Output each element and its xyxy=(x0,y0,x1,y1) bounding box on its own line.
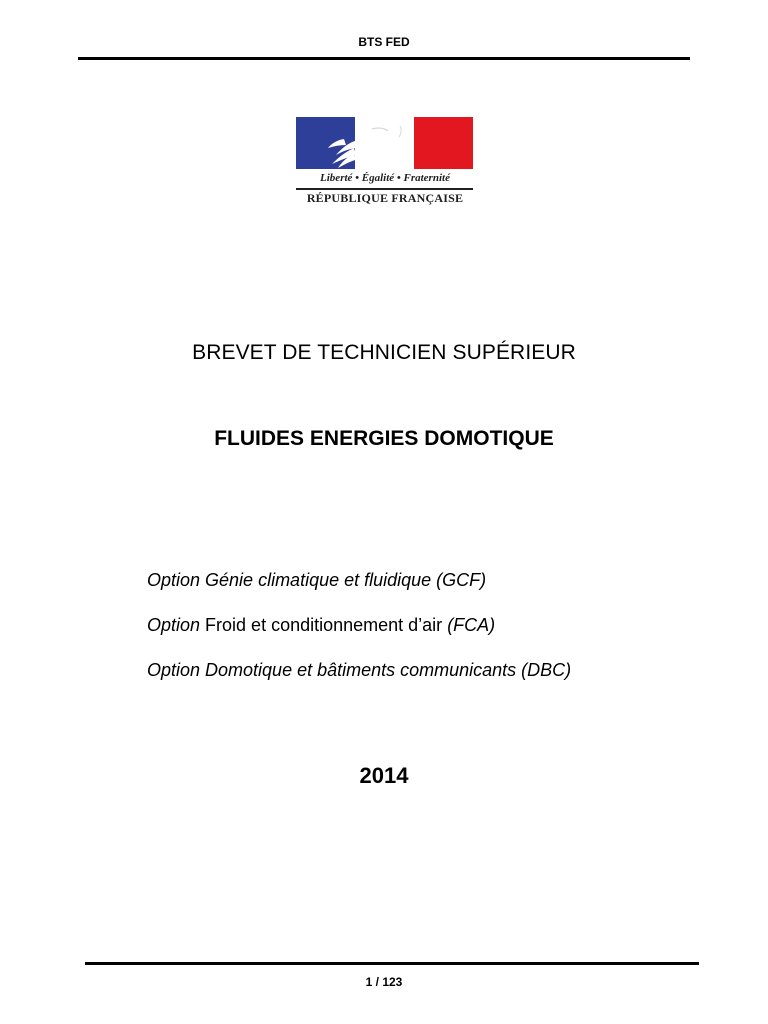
option-gcf xyxy=(147,570,571,593)
marianne-flag-emblem xyxy=(296,117,473,169)
page-number: 1 / 123 xyxy=(365,975,403,989)
republic-motto: Liberté • Égalité • Fraternité xyxy=(320,172,450,184)
republique-francaise-logo xyxy=(293,117,477,212)
option-text: Option Domotique et bâtiments communicants (DBC) xyxy=(147,660,572,680)
header-rule xyxy=(78,57,690,60)
option-dbc xyxy=(147,660,571,683)
option-text: Option xyxy=(147,615,206,635)
option-text: Option Génie climatique et fluidique (GCF) xyxy=(147,570,487,590)
logo-divider xyxy=(296,188,473,190)
option-name: Froid et conditionnement d’air xyxy=(205,615,443,635)
options-list xyxy=(147,570,571,705)
running-header: BTS FED xyxy=(358,35,410,49)
diploma-title: BREVET DE TECHNICIEN SUPÉRIEUR xyxy=(192,341,576,364)
option-code: (FCA) xyxy=(442,615,496,635)
footer-rule xyxy=(85,962,699,965)
republic-name: RÉPUBLIQUE FRANÇAISE xyxy=(306,191,464,205)
specialty-title: FLUIDES ENERGIES DOMOTIQUE xyxy=(214,427,554,450)
option-fca xyxy=(147,615,571,638)
session-year: 2014 xyxy=(359,763,409,788)
